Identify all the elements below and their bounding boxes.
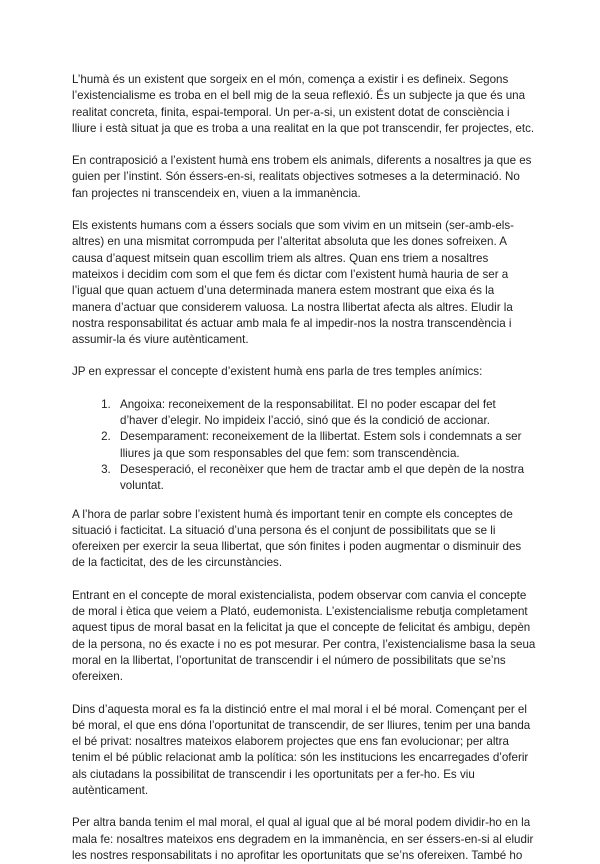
list-item-desesperacio: 3. Desesperació, el reconèixer que hem de tractar amb el que depèn de la nostra voluntat.: [114, 462, 536, 495]
paragraph-temples-anims: JP en expressar el concepte d’existent humà ens parla de tres temples anímics:: [72, 365, 483, 379]
paragraph-animals: En contraposició a l’existent humà ens trobem els animals, diferents a nosaltres ja que es guien per l’instint. Són éssers-en-si, realitats objectives sotmeses a la determinació. No fan projectes ni transcendeix en, viuen a la immanència.: [72, 154, 532, 200]
paragraph-mitsein: Els existents humans com a éssers socials que som vivim en un mitsein (ser-amb-els-altres) en una mismitat corrompuda per l’alteritat absoluta que les dones sofreixen. A causa d’aquest mitsein quan escollim triem als altres. Quan ens triem a nosaltres mateixos i decidim com som el que fem és dictar com l’existent humà hauria de ser a l’igual que quan actuem d’una determinada manera estem mostrant que eixa és la manera d’actuar que considerem valuosa. La nostra llibertat afecta als altres. Eludir la nostra responsabilitat és actuar amb mala fe al impedir-nos la nostra transcendència i assumir-la és viure autènticament.: [72, 219, 515, 347]
list-item-angoixa: 1. Angoixa: reconeixement de la responsabilitat. El no poder escapar del fet d’haver d’elegir. No impideix l’acció, sinó que és la condició de accionar.: [114, 397, 536, 430]
paragraph-mal-moral: Per altra banda tenim el mal moral, el qual al igual que al bé moral podem dividir-ho en la mala fe: nosaltres mateixos ens degradem en la immanència, en ser éssers-en-si al eludir les nostres responsabilitats i no aprofitar les oportunitats que se’ns ofereixen. També ho: [72, 816, 534, 862]
list-item-desemparament: 2. Desemparament: reconeixement de la llibertat. Estem sols i condemnats a ser lliures ja que som responsables del que fem: som transcendència.: [114, 429, 536, 462]
paragraph-moral-existencialista: Entrant en el concepte de moral existencialista, podem observar com canvia el concepte de moral i ètica que veiem a Plató, eudemonista. L’existencialisme rebutja completament aquest tipus de moral basat en la felicitat ja que el concepte de felicitat és ambigu, depèn de la persona, no és exacte i no es pot mesurar. Per contra, l’existencialisme basa la seua moral en la llibertat, l’oportunitat de transcendir i el número de possibilitats que se’ns ofereixen.: [72, 588, 536, 684]
paragraph-be-moral: Dins d’aquesta moral es fa la distinció entre el mal moral i el bé moral. Començant per el bé moral, el que ens dóna l’oportunitat de transcendir, de ser lliures, tenim per una banda el bé privat: nosaltres mateixos elaborem projectes que ens fan evolucionar; per altra tenim el bé públic relacionat amb la política: són les institucions les encarregades d’oferir als ciutadans la possibilitat de transcendir i les oportunitats per a fer-ho. Es viu autènticament.: [72, 702, 531, 797]
paragraph-situacio-facticitat: A l’hora de parlar sobre l’existent humà és important tenir en compte els conceptes de situació i facticitat. La situació d’una persona és el conjunt de possibilitats que se li ofereixen per exercir la seua llibertat, que són finites i poden augmentar o disminuir des de la facticitat, des de les circunstàncies.: [72, 507, 522, 570]
temples-list: [72, 397, 536, 495]
paragraph-existent-huma: L’humà és un existent que sorgeix en el món, comença a existir i es defineix. Segons l’existencialisme es troba en el bell mig de la seua reflexió. És un subjecte ja que és una realitat concreta, finita, espai-temporal. Un per-a-si, un existent dotat de consciència i lliure i està situat ja que es troba a una realitat en la que pot transcendir, fer projectes, etc.: [72, 73, 535, 135]
